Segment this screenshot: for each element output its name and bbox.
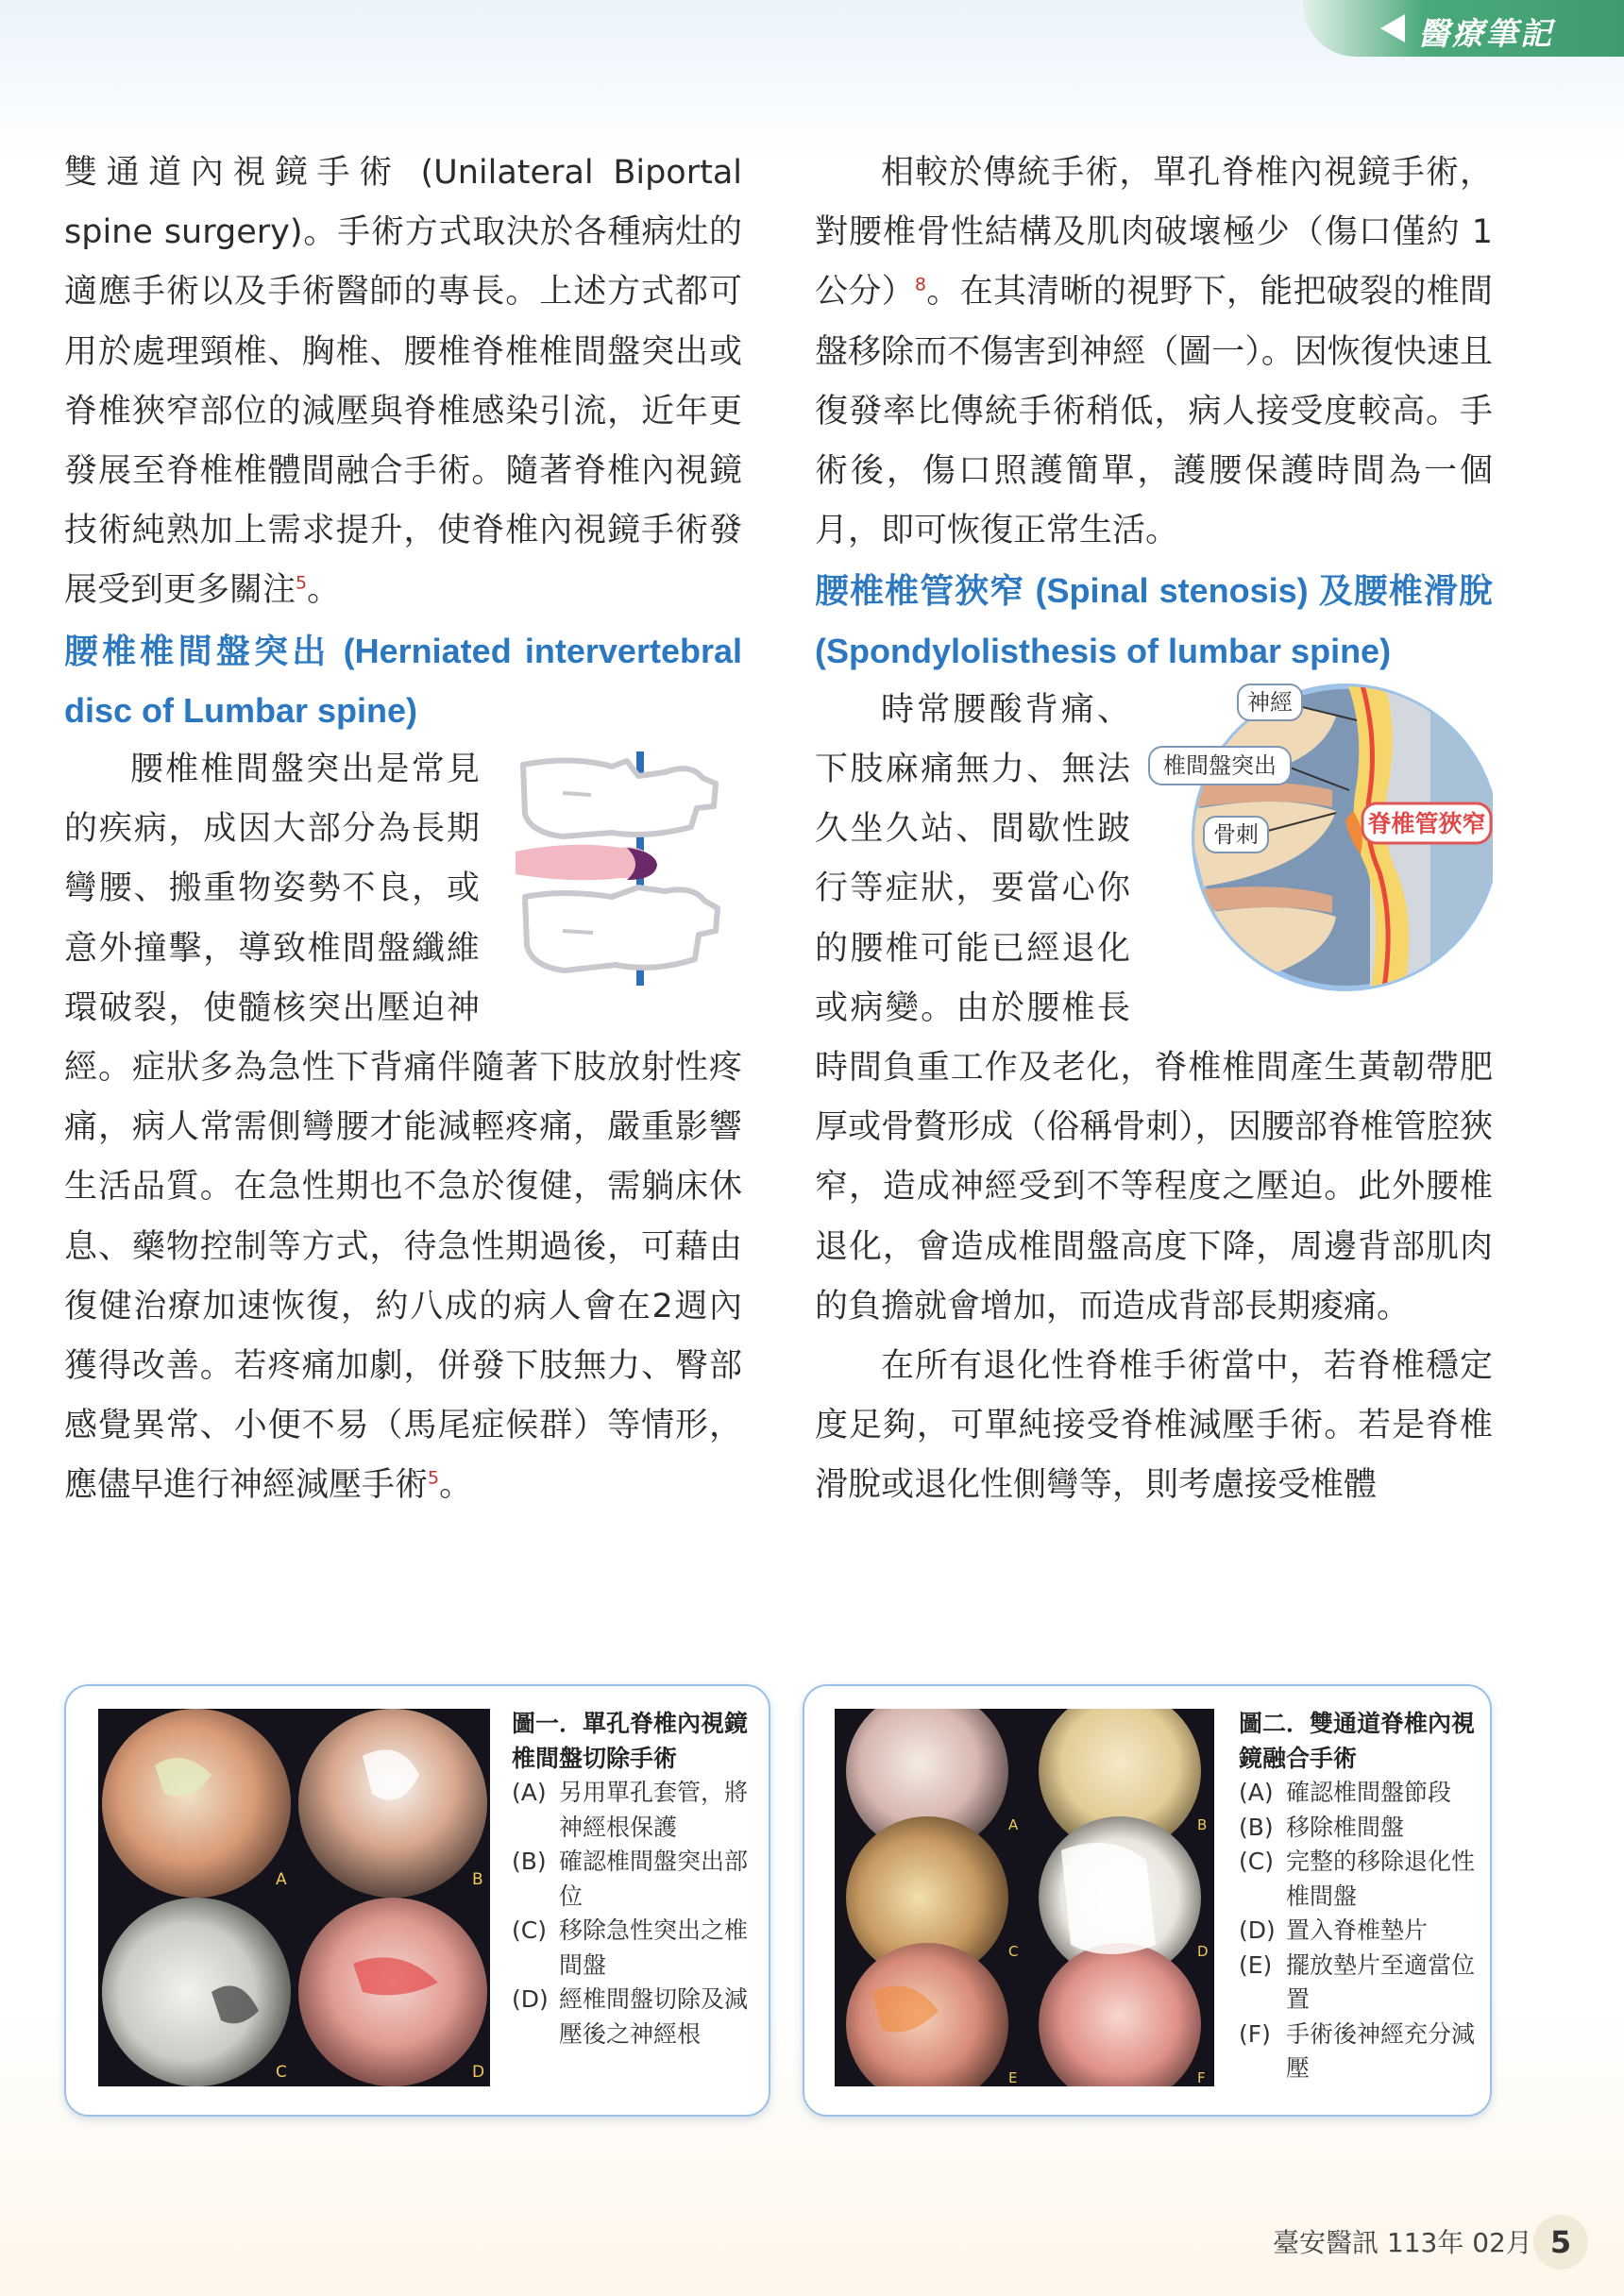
panel-letter-d: D [1197, 1943, 1209, 1960]
section-tag-label: 醫療筆記 [1418, 15, 1554, 52]
caption-item: (C) 移除急性突出之椎間盤 [512, 1916, 749, 1979]
panel-letter-a: A [1008, 1816, 1019, 1833]
left-paragraph-1: 雙通道內視鏡手術 (Unilateral Biportal spine surgery)。手術方式取決於各種病灶的適應手術以及手術醫師的專長。上述方式都可用於處理頸椎、胸椎、腰椎脊椎椎間盤突出或脊椎狹窄部位的減壓與脊椎感染引流，近年更發展至脊椎椎體間融合手術。隨著脊椎內視鏡技術純熟加上需求提升，使脊椎內視鏡手術發展受到更多關注$^5$。 [64, 154, 742, 610]
upper-vertebra [523, 760, 716, 836]
caption-item: (F) 手術後神經充分減壓 [1239, 2019, 1476, 2082]
right-paragraph-2: 時常腰酸背痛、下肢麻痛無力、無法久坐久站、間歇性跛行等症狀，要當心你的腰椎可能已經退化或病變。由於腰椎長時間負重工作及老化，脊椎椎間產生黃韌帶肥厚或骨贅形成（俗稱骨刺），因腰部脊椎管腔狹窄，造成神經受到不等程度之壓迫。此外腰椎退化，會造成椎間盤高度下降，周邊背部肌肉的負擔就會增加，而造成背部長期痠痛。 [815, 690, 1493, 1325]
reference-mark: 5 [296, 572, 308, 594]
section-tag [1303, 0, 1624, 57]
figure-1-card [64, 1684, 770, 2117]
panel-letter-c: C [276, 2063, 287, 2082]
page-number: 5 [1533, 2215, 1588, 2270]
caption-item: (A) 另用單孔套管，將神經根保護 [512, 1779, 749, 1841]
caption-item: (E) 擺放墊片至適當位置 [1239, 1950, 1476, 2013]
label-spur: 骨刺 [1213, 820, 1259, 848]
left-paragraph-2: 腰椎椎間盤突出是常見的疾病，成因大部分為長期彎腰、搬重物姿勢不良，或意外撞擊，導致椎間盤纖維環破裂，使髓核突出壓迫神經。症狀多為急性下背痛伴隨著下肢放射性疼痛，病人常需側彎腰才能減輕疼痛，嚴重影響生活品質。在急性期也不急於復健，需躺床休息、藥物控制等方式，待急性期過後，可藉由復健治療加速恢復，約八成的病人會在2週內獲得改善。若疼痛加劇，併發下肢無力、臀部感覺異常、小便不易（馬尾症候群）等情形，應儘早進行神經減壓手術$^5$。 [64, 751, 742, 1505]
figure-2-photos [835, 1709, 1214, 2086]
panel-letter-b: B [1197, 1816, 1208, 1833]
caption-item: (C) 完整的移除退化性椎間盤 [1239, 1848, 1476, 1910]
right-paragraph-1: 相較於傳統手術，單孔脊椎內視鏡手術，對腰椎骨性結構及肌肉破壞極少（傷口僅約 1 公分）$^8$。在其清晰的視野下，能把破裂的椎間盤移除而不傷害到神經（圖一）。因恢復快速且復發率比傳統手術稍低，病人接受度較高。手術後，傷口照護簡單，護腰保護時間為一個月，即可恢復正常生活。 [815, 154, 1493, 550]
figure-1-caption [512, 1707, 759, 2051]
figure-1-photos [98, 1709, 490, 2086]
caption-item: (A) 確認椎間盤節段 [1239, 1779, 1452, 1806]
spinal-stenosis-illustration [1147, 669, 1493, 994]
reference-mark: 5 [428, 1467, 440, 1489]
journal-footer: 臺安醫訊 113年 02月 [1273, 2227, 1532, 2258]
figure-2-card [803, 1684, 1492, 2117]
panel-letter-b: B [472, 1870, 483, 1889]
label-stenosis: 脊椎管狹窄 [1367, 809, 1486, 837]
arrow-left-icon [1380, 14, 1405, 42]
figure-2-title: 圖二．雙通道脊椎內視鏡融合手術 [1239, 1710, 1476, 1772]
panel-letter-f: F [1197, 2069, 1206, 2086]
herniated-disc-illustration [506, 746, 742, 991]
caption-item: (B) 確認椎間盤突出部位 [512, 1848, 749, 1910]
reference-mark: 8 [914, 274, 926, 295]
left-column [64, 144, 742, 1516]
panel-letter-d: D [472, 2063, 485, 2082]
panel-letter-a: A [276, 1870, 287, 1889]
heading-spinal-stenosis: 腰椎椎管狹窄 (Spinal stenosis) 及腰椎滑脫 (Spondylolisthesis of lumbar spine) [815, 571, 1493, 670]
panel-letter-c: C [1008, 1943, 1019, 1960]
heading-herniated-disc: 腰椎椎間盤突出 (Herniated intervertebral disc of Lumbar spine) [64, 631, 742, 730]
caption-item: (B) 移除椎間盤 [1239, 1813, 1405, 1841]
label-herniation: 椎間盤突出 [1163, 751, 1277, 779]
caption-item: (D) 經椎間盤切除及減壓後之神經根 [512, 1985, 749, 2048]
right-column [815, 144, 1493, 1516]
lower-vertebra [525, 887, 718, 971]
panel-letter-e: E [1008, 2069, 1018, 2086]
right-paragraph-3: 在所有退化性脊椎手術當中，若脊椎穩定度足夠，可單純接受脊椎減壓手術。若是脊椎滑脫或退化性側彎等，則考慮接受椎體 [815, 1347, 1493, 1505]
label-nerve: 神經 [1247, 688, 1293, 716]
caption-item: (D) 置入脊椎墊片 [1239, 1916, 1429, 1944]
figure-1-title: 圖一．單孔脊椎內視鏡椎間盤切除手術 [512, 1710, 749, 1772]
figure-2-caption [1239, 1707, 1475, 2086]
